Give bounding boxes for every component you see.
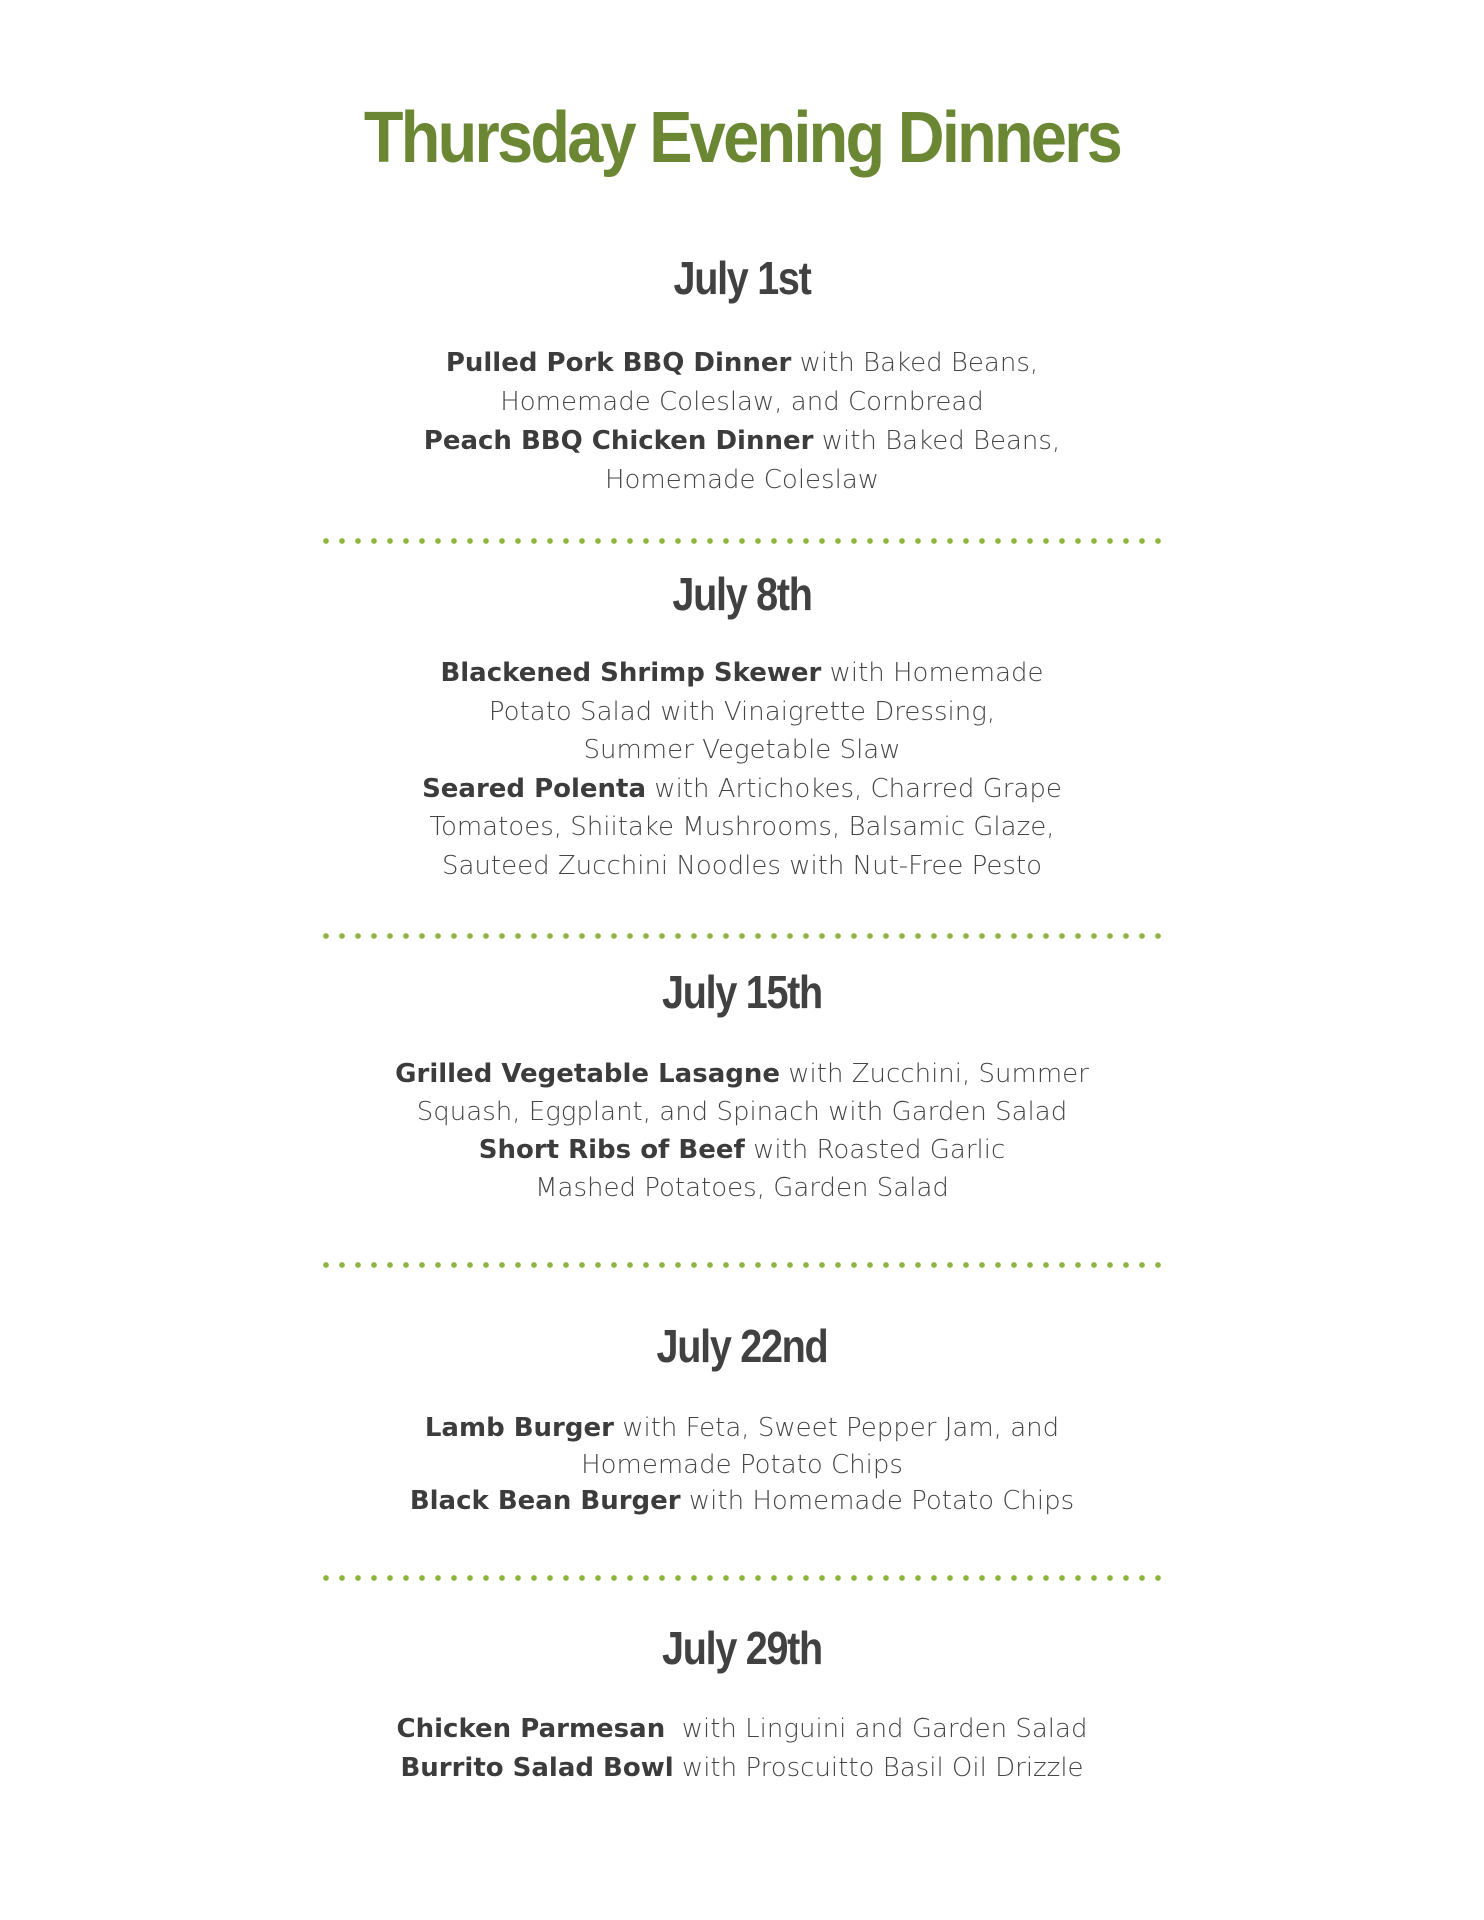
dish-description: Homemade Coleslaw [604, 465, 880, 495]
dish-name: Blackened Shrimp Skewer [440, 658, 822, 688]
dotted-divider [318, 1262, 1168, 1268]
dotted-divider [318, 538, 1168, 544]
section-items-july-8 [0, 654, 1484, 885]
dish-description: Summer Vegetable Slaw [583, 735, 901, 765]
dish-description: with Feta, Sweet Pepper Jam, and [613, 1413, 1060, 1443]
dish-description: Mashed Potatoes, Garden Salad [535, 1173, 949, 1203]
dish-name: Black Bean Burger [409, 1486, 681, 1516]
dish-name: Lamb Burger [424, 1413, 614, 1443]
menu-line [0, 808, 1484, 847]
menu-line [0, 461, 1484, 500]
dish-description: Squash, Eggplant, and Spinach with Garden Salad [416, 1097, 1068, 1127]
section-items-july-29 [0, 1710, 1484, 1788]
menu-line [0, 344, 1484, 383]
section-date-july-29: July 29th [662, 1622, 822, 1674]
dish-description: with Roasted Garlic [744, 1135, 1006, 1165]
dish-name: Pulled Pork BBQ Dinner [445, 348, 792, 378]
section-items-july-1 [0, 344, 1484, 500]
dish-description: Tomatoes, Shiitake Mushrooms, Balsamic Glaze, [429, 812, 1055, 842]
dish-description: Sauteed Zucchini Noodles with Nut-Free Pesto [442, 850, 1042, 881]
page-title: Thursday Evening Dinners [363, 98, 1121, 178]
dish-description: with Baked Beans, [813, 426, 1061, 456]
menu-line [0, 654, 1484, 693]
dish-description: with Baked Beans, [791, 348, 1039, 378]
section-date-july-22: July 22nd [656, 1320, 828, 1372]
dish-description: with Artichokes, Charred Grape [646, 773, 1062, 804]
dotted-divider [318, 933, 1168, 939]
dish-name: Burrito Salad Bowl [400, 1753, 674, 1783]
dish-name: Chicken Parmesan [396, 1714, 666, 1744]
menu-line [0, 1410, 1484, 1447]
menu-line [0, 1483, 1484, 1520]
dish-description: with Zucchini, Summer [780, 1059, 1089, 1089]
menu-line [0, 422, 1484, 461]
section-items-july-22 [0, 1410, 1484, 1520]
section-date-july-15: July 15th [662, 966, 822, 1018]
dotted-divider [318, 1575, 1168, 1581]
dish-description: with Homemade [821, 658, 1044, 688]
section-items-july-15 [0, 1055, 1484, 1207]
menu-line [0, 847, 1484, 886]
menu-line [0, 1055, 1484, 1093]
section-date-july-1: July 1st [673, 252, 811, 304]
menu-line [0, 383, 1484, 422]
dish-name: Seared Polenta [422, 773, 647, 804]
dish-name: Short Ribs of Beef [478, 1135, 745, 1165]
dish-description: with Proscuitto Basil Oil Drizzle [673, 1753, 1084, 1783]
menu-line [0, 1710, 1484, 1749]
menu-line [0, 1093, 1484, 1131]
dish-description: Potato Salad with Vinaigrette Dressing, [488, 696, 996, 727]
dish-description: with Homemade Potato Chips [680, 1486, 1075, 1516]
menu-line [0, 1447, 1484, 1484]
menu-line [0, 693, 1484, 732]
dish-name: Grilled Vegetable Lasagne [395, 1059, 781, 1089]
dish-description: Homemade Coleslaw, and Cornbread [500, 387, 984, 417]
dish-description: with Linguini and Garden Salad [665, 1714, 1088, 1744]
dish-description: Homemade Potato Chips [581, 1449, 903, 1480]
section-date-july-8: July 8th [672, 568, 812, 620]
dish-name: Peach BBQ Chicken Dinner [423, 426, 814, 456]
menu-line [0, 770, 1484, 809]
menu-line [0, 731, 1484, 770]
menu-line [0, 1169, 1484, 1207]
menu-line [0, 1131, 1484, 1169]
menu-line [0, 1749, 1484, 1788]
